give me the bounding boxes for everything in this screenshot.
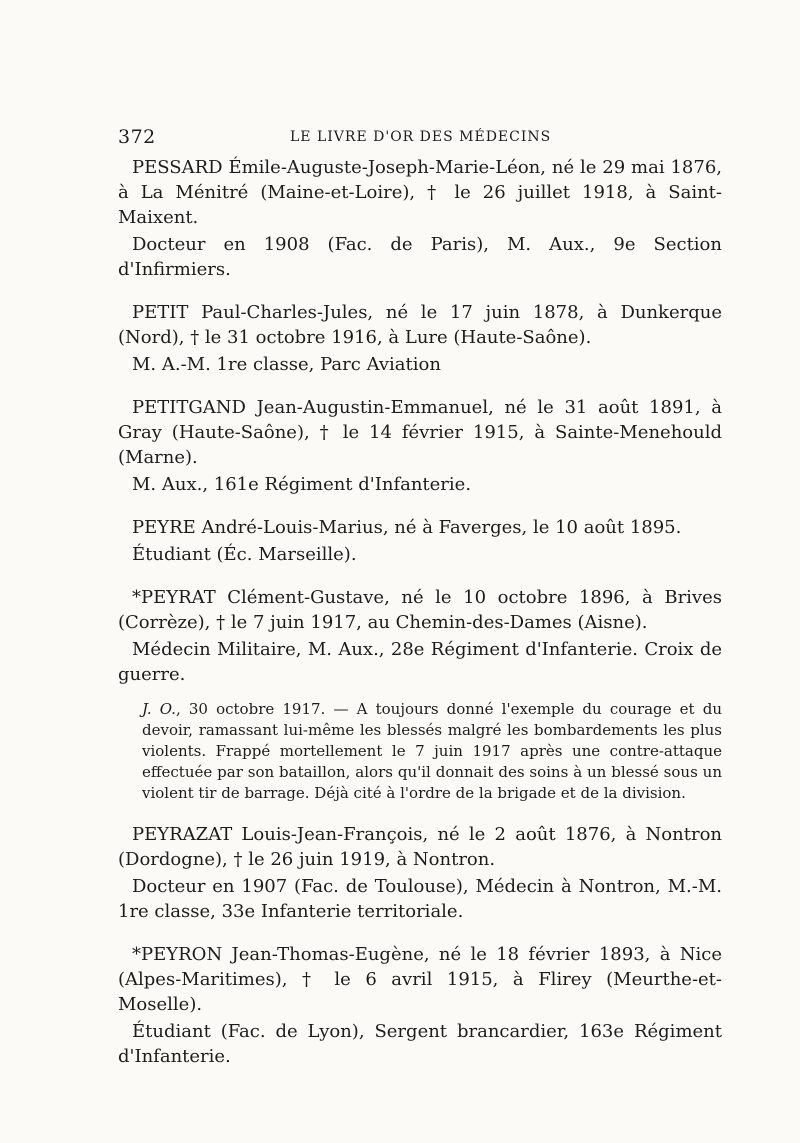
entry-service: Étudiant (Fac. de Lyon), Sergent brancardier, 163e Régiment d'Infanterie. <box>118 1021 722 1067</box>
citation-reference: J. O. <box>142 700 176 718</box>
citation-block <box>142 699 722 804</box>
entry-service: M. Aux., 161e Régiment d'Infanterie. <box>132 474 472 495</box>
entry-biography: PESSARD Émile-Auguste-Joseph-Marie-Léon, né le 29 mai 1876, à La Ménitré (Maine-et-Loire), † le 26 juillet 1918, à Saint-Maixent. <box>118 157 722 228</box>
entry-biography: *PEYRON Jean-Thomas-Eugène, né le 18 février 1893, à Nice (Alpes-Maritimes), † le 6 avril 1915, à Flirey (Meurthe-et-Moselle). <box>118 944 722 1015</box>
entry-biography: PEYRAZAT Louis-Jean-François, né le 2 août 1876, à Nontron (Dordogne), † le 26 juin 1919, à Nontron. <box>118 824 722 870</box>
entry-pessard <box>118 155 722 282</box>
entry-service: Médecin Militaire, M. Aux., 28e Régiment d'Infanterie. Croix de guerre. <box>118 639 722 685</box>
entry-biography: PETITGAND Jean-Augustin-Emmanuel, né le 31 août 1891, à Gray (Haute-Saône), † le 14 février 1915, à Sainte-Menehould (Marne). <box>118 397 722 468</box>
entry-biography: PETIT Paul-Charles-Jules, né le 17 juin 1878, à Dunkerque (Nord), † le 31 octobre 1916, à Lure (Haute-Saône). <box>118 302 722 348</box>
entry-petitgand <box>118 395 722 497</box>
entry-service: Docteur en 1908 (Fac. de Paris), M. Aux., 9e Section d'Infirmiers. <box>118 234 722 280</box>
entry-service: M. A.-M. 1re classe, Parc Aviation <box>132 354 441 375</box>
entry-biography: *PEYRAT Clément-Gustave, né le 10 octobre 1896, à Brives (Corrèze), † le 7 juin 1917, au Chemin-des-Dames (Aisne). <box>118 587 722 633</box>
entry-peyre <box>118 515 722 567</box>
entry-peyrazat <box>118 822 722 924</box>
entry-peyrat <box>118 585 722 804</box>
entries-list <box>118 155 722 1087</box>
entry-service: Docteur en 1907 (Fac. de Toulouse), Médecin à Nontron, M.-M. 1re classe, 33e Infanterie territoriale. <box>118 876 722 922</box>
entry-biography: PEYRE André-Louis-Marius, né à Faverges, le 10 août 1895. <box>132 517 682 538</box>
page-header <box>118 126 718 154</box>
citation-text: , 30 octobre 1917. — A toujours donné l'exemple du courage et du devoir, ramassant lui-même les blessés malgré les bombardements les plus violents. Frappé mortellement le 7 juin 1917 après une contre-attaque effectuée par son bataillon, alors qu'il donnait des soins à un blessé sous un violent tir de barrage. Déjà cité à l'ordre de la brigade et de la division. <box>142 700 722 802</box>
page-number: 372 <box>118 126 156 148</box>
entry-petit <box>118 300 722 377</box>
entry-service: Étudiant (Éc. Marseille). <box>132 544 357 565</box>
entry-peyron <box>118 942 722 1069</box>
running-title: LE LIVRE D'OR DES MÉDECINS <box>290 129 552 145</box>
